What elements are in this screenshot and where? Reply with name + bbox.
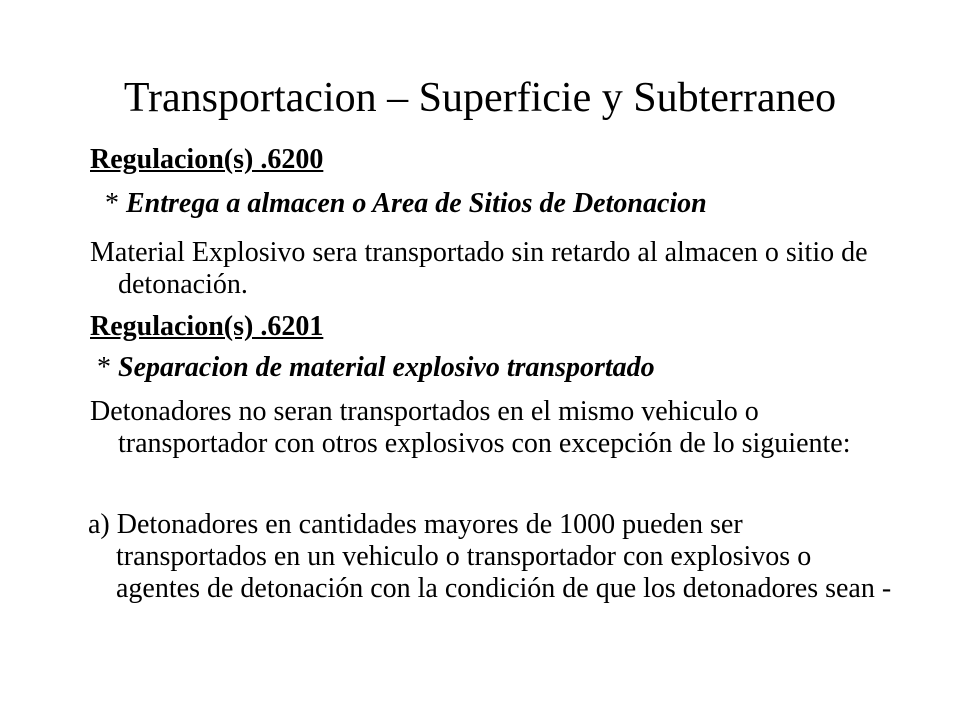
bullet-star: * <box>105 188 119 219</box>
subtitle-6201 <box>97 352 887 384</box>
subtitle-6200 <box>105 188 895 220</box>
subtitle-text: Separacion de material explosivo transportado <box>118 352 655 383</box>
list-item-a: a) Detonadores en cantidades mayores de 1000 pueden ser transportados en un vehiculo o transportador con explosivos o agentes de detonación con la condición de que los detonadores sean - <box>88 509 892 604</box>
body-paragraph-6201: Detonadores no seran transportados en el mismo vehiculo o transportador con otros explosivos con excepción de lo siguiente: <box>90 396 851 459</box>
subtitle-text: Entrega a almacen o Area de Sitios de Detonacion <box>126 188 707 219</box>
slide-title: Transportacion – Superficie y Subterraneo <box>123 75 837 121</box>
regulation-heading-6200: Regulacion(s) .6200 <box>90 144 324 175</box>
body-paragraph-6200: Material Explosivo sera transportado sin retardo al almacen o sitio de detonación. <box>90 237 868 300</box>
regulation-heading-6201: Regulacion(s) .6201 <box>90 311 324 342</box>
bullet-star: * <box>97 352 111 383</box>
